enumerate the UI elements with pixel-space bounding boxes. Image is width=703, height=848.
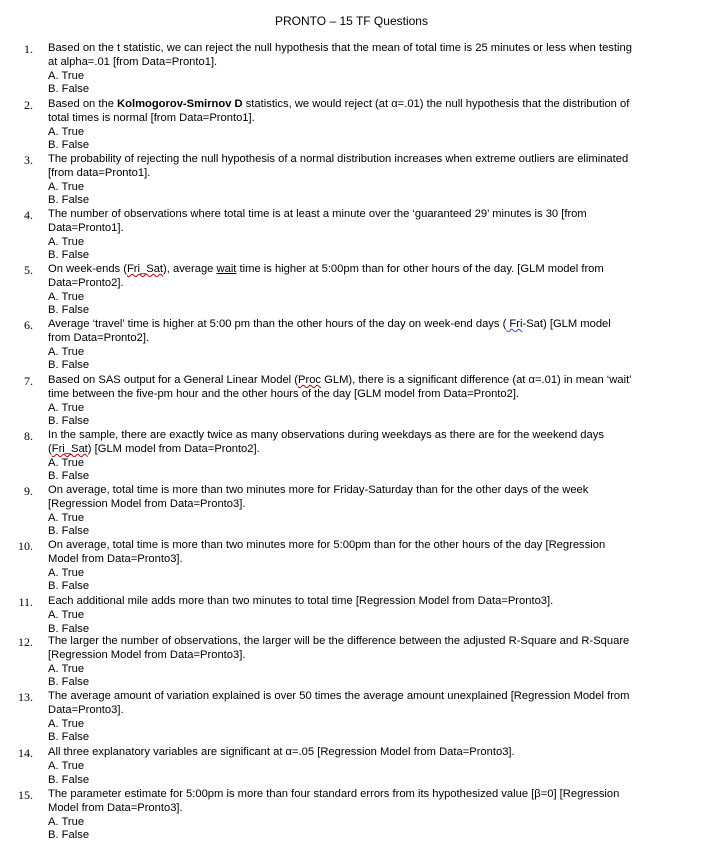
question-line (48, 443, 678, 457)
question-line: at alpha=.01 [from Data=Pronto1]. (48, 55, 218, 68)
question-line: [Regression Model from Data=Pronto3]. (48, 648, 246, 661)
question-line: All three explanatory variables are significant at α=.05 [Regression Model from Data=Pronto3]. (48, 746, 515, 758)
question-number: 14. (18, 746, 33, 760)
question-line (48, 98, 678, 112)
spellcheck-word: Fri (506, 318, 523, 330)
text-span: Based on SAS output for a General Linear Model ( (48, 374, 299, 386)
text-span: ( (48, 442, 52, 455)
question-line: Model from Data=Pronto3]. (48, 801, 183, 814)
text-span: Average ‘travel’ time is higher at 5:00 pm than the other hours of the day on week-end days ( (48, 318, 507, 330)
question-number: 7. (24, 374, 33, 388)
spellcheck-word: Proc (298, 374, 322, 386)
question-line: Model from Data=Pronto3]. (48, 552, 183, 565)
question-number: 4. (24, 208, 33, 222)
question-text (48, 153, 678, 208)
question-text (48, 595, 678, 636)
option-true[interactable]: A. True (48, 662, 85, 675)
underlined-word: wait (216, 263, 237, 275)
option-true[interactable]: A. True (48, 290, 85, 303)
question-text (48, 539, 678, 594)
option-true[interactable]: A. True (48, 235, 85, 248)
question-line: from Data=Pronto2]. (48, 331, 150, 344)
question-number: 9. (24, 484, 33, 498)
option-false[interactable]: B. False (48, 525, 90, 538)
question-line (48, 318, 678, 332)
question-line: Each additional mile adds more than two minutes to total time [Regression Model from Data=Pronto3]. (48, 595, 554, 607)
option-false[interactable]: B. False (48, 773, 90, 786)
bold-term: Kolmogorov-Smirnov D (117, 98, 243, 110)
question-line: In the sample, there are exactly twice as many observations during weekdays as there are for the weekend days (48, 429, 604, 441)
question-line: [from data=Pronto1]. (48, 166, 151, 179)
question-number: 10. (18, 539, 33, 553)
option-false[interactable]: B. False (48, 415, 90, 428)
text-span: time is higher at 5:00pm than for other hours of the day. [GLM model from (236, 263, 604, 275)
question-line: On average, total time is more than two minutes more for Friday-Saturday than for the other days of the week (48, 484, 589, 496)
text-span: ) [GLM model from Data=Pronto2]. (87, 442, 260, 455)
question-number: 15. (18, 788, 33, 802)
question-number: 6. (24, 318, 33, 332)
question-text (48, 374, 678, 429)
question-line: time between the five-pm hour and the other hours of the day [GLM model from Data=Pronto2]. (48, 387, 520, 400)
question-line: On average, total time is more than two minutes more for 5:00pm than for the other hours of the day [Regression (48, 539, 606, 551)
option-true[interactable]: A. True (48, 345, 85, 358)
question-line: [Regression Model from Data=Pronto3]. (48, 497, 246, 510)
option-false[interactable]: B. False (48, 139, 90, 152)
question-text (48, 746, 678, 787)
option-false[interactable]: B. False (48, 83, 90, 96)
question-line (48, 374, 678, 388)
text-span: On week-ends ( (48, 263, 127, 275)
question-line: total times is normal [from Data=Pronto1]. (48, 111, 255, 124)
question-text (48, 788, 678, 843)
option-false[interactable]: B. False (48, 580, 90, 593)
question-line: The larger the number of observations, the larger will be the difference between the adjusted R-Square and R-Square (48, 635, 630, 647)
question-text (48, 690, 678, 745)
spellcheck-word: Fri_Sat (126, 263, 164, 275)
option-true[interactable]: A. True (48, 759, 85, 772)
question-number: 2. (24, 98, 33, 112)
option-true[interactable]: A. True (48, 69, 85, 82)
question-number: 8. (24, 429, 33, 443)
question-text (48, 318, 678, 373)
option-true[interactable]: A. True (48, 566, 85, 579)
question-line: The probability of rejecting the null hypothesis of a normal distribution increases when extreme outliers are eliminated (48, 153, 629, 165)
question-text (48, 208, 678, 263)
option-false[interactable]: B. False (48, 304, 90, 317)
page-title: PRONTO – 15 TF Questions (275, 14, 428, 28)
text-span: ), average (163, 263, 217, 275)
question-number: 3. (24, 153, 33, 167)
question-line: Data=Pronto3]. (48, 703, 124, 716)
text-span: Based on the (48, 98, 118, 110)
option-false[interactable]: B. False (48, 829, 90, 842)
question-line: Data=Pronto1]. (48, 221, 124, 234)
spellcheck-word: Fri_Sat (51, 442, 88, 455)
option-false[interactable]: B. False (48, 622, 90, 635)
question-text (48, 429, 678, 484)
question-line: The average amount of variation explained is over 50 times the average amount unexplained [Regression Model from (48, 690, 630, 702)
option-false[interactable]: B. False (48, 731, 90, 744)
question-number: 12. (18, 635, 33, 649)
question-text (48, 98, 678, 153)
question-text (48, 484, 678, 539)
question-number: 11. (18, 595, 33, 609)
question-line: Based on the t statistic, we can reject the null hypothesis that the mean of total time is 25 minutes or less when testing (48, 42, 632, 54)
question-line: The parameter estimate for 5:00pm is more than four standard errors from its hypothesized value [β=0] [Regression (48, 788, 620, 800)
option-false[interactable]: B. False (48, 359, 90, 372)
question-text (48, 635, 678, 690)
option-true[interactable]: A. True (48, 815, 85, 828)
question-line (48, 263, 678, 277)
question-line: The number of observations where total time is at least a minute over the ‘guaranteed 29’ minutes is 30 [from (48, 208, 587, 220)
question-text (48, 263, 678, 318)
text-span: -Sat) [GLM model (522, 318, 611, 330)
option-true[interactable]: A. True (48, 608, 85, 621)
option-false[interactable]: B. False (48, 249, 90, 262)
text-span: statistics, we would reject (at α=.01) the null hypothesis that the distribution of (242, 98, 630, 110)
option-false[interactable]: B. False (48, 470, 90, 483)
question-number: 1. (24, 42, 33, 56)
option-true[interactable]: A. True (48, 456, 85, 469)
question-number: 13. (18, 690, 33, 704)
option-false[interactable]: B. False (48, 676, 90, 689)
question-text (48, 42, 678, 97)
option-true[interactable]: A. True (48, 717, 85, 730)
option-true[interactable]: A. True (48, 511, 85, 524)
option-true[interactable]: A. True (48, 401, 85, 414)
option-true[interactable]: A. True (48, 125, 85, 138)
question-line: Data=Pronto2]. (48, 276, 124, 289)
option-true[interactable]: A. True (48, 180, 85, 193)
question-number: 5. (24, 263, 33, 277)
text-span: GLM), there is a significant difference (at α=.01) in mean ‘wait’ (321, 374, 632, 386)
option-false[interactable]: B. False (48, 194, 90, 207)
